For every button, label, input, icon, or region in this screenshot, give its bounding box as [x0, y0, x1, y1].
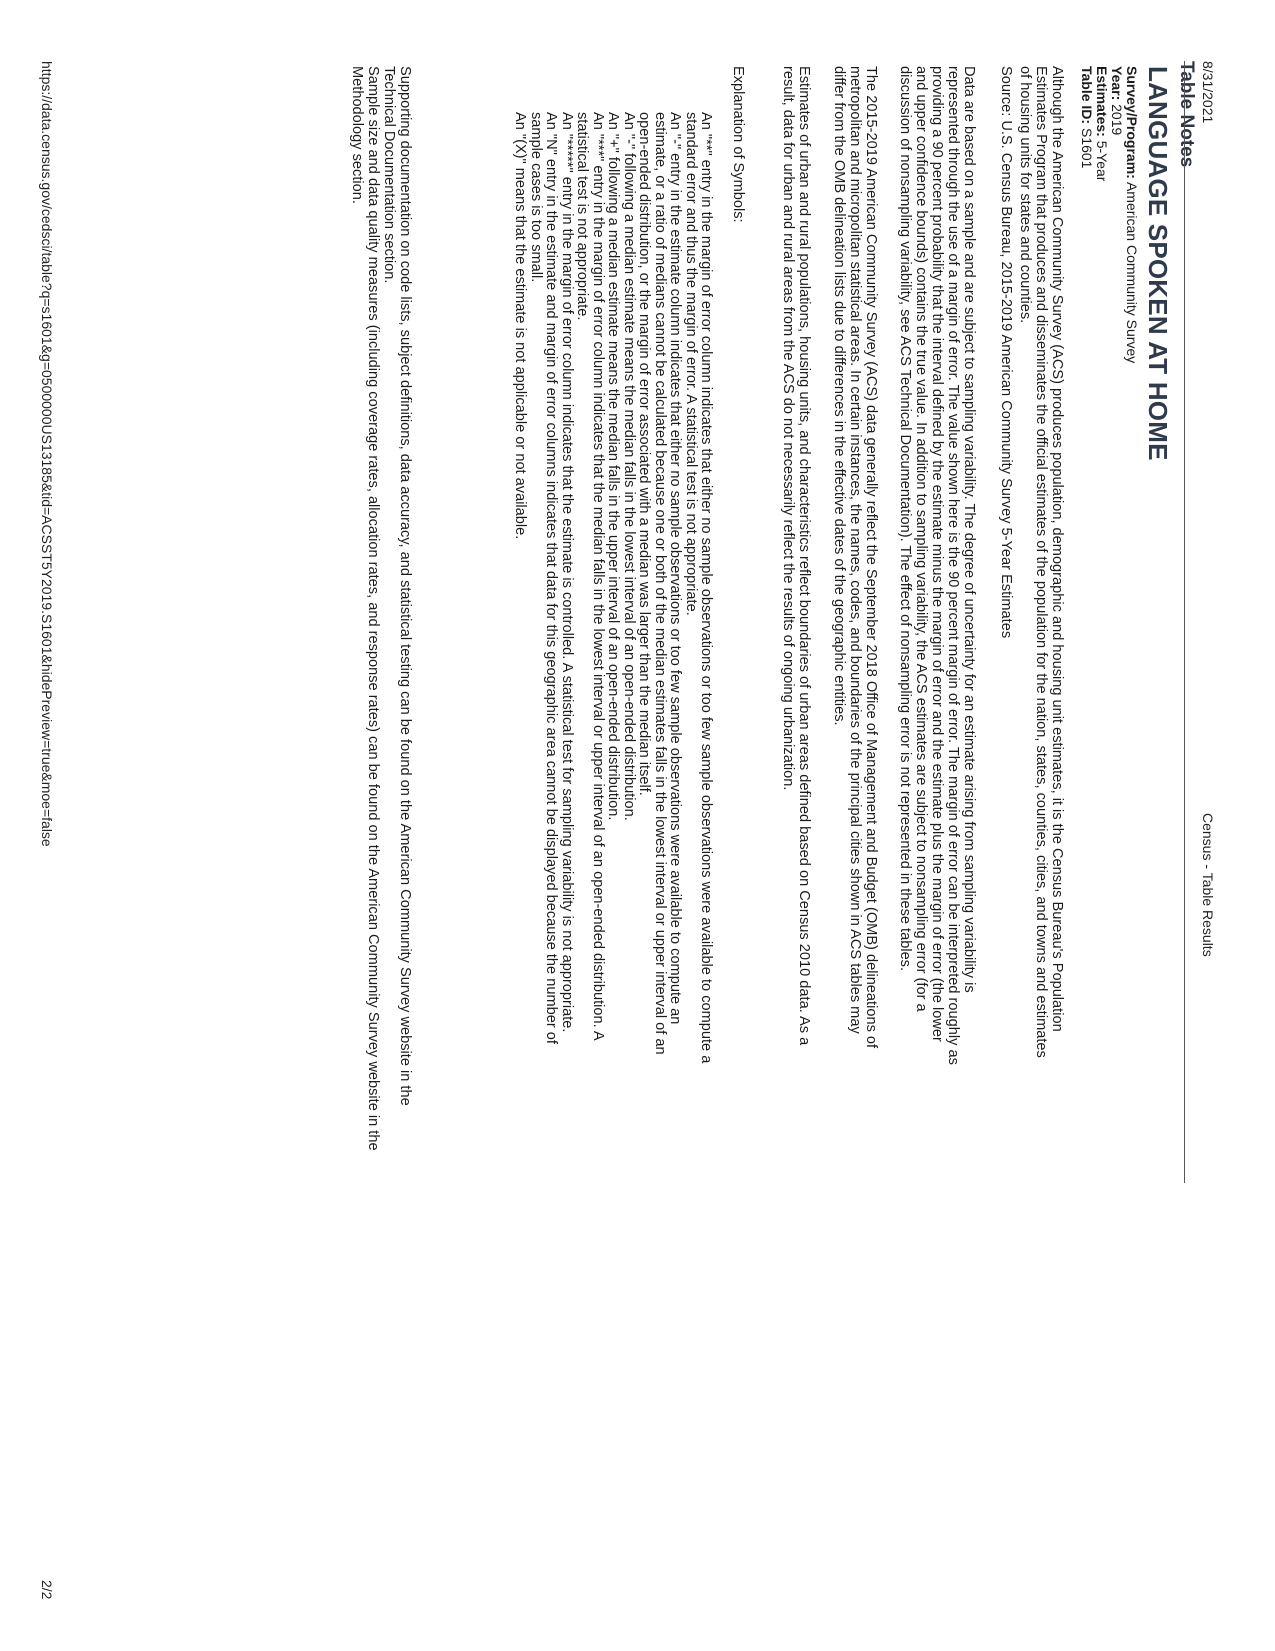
meta-year-row: [1109, 66, 1124, 363]
meta-survey-row: [1124, 66, 1139, 363]
meta-table-id-label: Table ID:: [1079, 66, 1095, 125]
meta-survey-label: Survey/Program:: [1124, 66, 1140, 179]
symbol-item: An "(X)" means that the estimate is not applicable or not available.: [512, 112, 529, 540]
symbol-item: An "*****" entry in the margin of error column indicates that the estimate is controlled. A statistical test for sampling variability is not appropriate.: [559, 112, 575, 1033]
meta-estimates-label: Estimates:: [1094, 66, 1110, 137]
meta-year-label: Year:: [1109, 66, 1125, 101]
symbols-list: [512, 66, 714, 1086]
symbols-title: Explanation of Symbols:: [730, 66, 746, 223]
symbol-item: An "***" entry in the margin of error column indicates that the median falls in the lowest interval or upper interval of an open-ended distribution. A statistical test is not appropriate.: [574, 112, 606, 1040]
site-title: Census - Table Results: [1200, 813, 1216, 957]
header-divider: [1184, 61, 1185, 1183]
symbol-item: An "**" entry in the margin of error column indicates that either no sample observations or too few sample observations were available to compute a standard error and thus the margin of error. A statistical test is not appropriate.: [683, 112, 715, 1064]
meta-estimates-value: 5-Year: [1094, 140, 1110, 182]
supporting-docs-paragraph: Supporting documentation on code lists, subject definitions, data accuracy, and statistical testing can be found on the American Community Survey website in the Technical Documentation section.: [381, 66, 413, 1106]
meta-table-id-row: [1079, 66, 1094, 363]
footer-page-number: 2/2: [39, 1580, 55, 1600]
source-paragraph: Source: U.S. Census Bureau, 2015-2019 American Community Survey 5-Year Estimates: [998, 66, 1014, 639]
footer-url: https://data.census.gov/cedsci/table?q=s1601&g=0500000US13185&tid=ACSST5Y2019.S1601&hidePreview=true&moe=false: [39, 61, 55, 847]
meta-estimates-row: [1094, 66, 1109, 363]
omb-paragraph: The 2015-2019 American Community Survey (ACS) data generally reflect the September 2018 Office of Management and Budget (OMB) delineations of metropolitan and micropolitan statistical areas. In certain instances, the names, codes, and boundaries of the principal cities shown in ACS tables may differ from the OMB delineation lists due to differences in the effective dates of the geographic entities.: [831, 66, 879, 1049]
symbol-item: An "+" following a median estimate means the median falls in the upper interval of an open-ended distribution.: [605, 112, 622, 821]
page-title: LANGUAGE SPOKEN AT HOME: [1143, 66, 1173, 461]
meta-year-value: 2019: [1109, 104, 1125, 136]
intro-paragraph: Although the American Community Survey (ACS) produces population, demographic and housing unit estimates, it is the Census Bureau's Population Estimates Program that produces and disseminates the official estimates of the population for the nation, states, counties, cities, and towns and estimates of housing units for states and counties.: [1017, 66, 1065, 1058]
sample-size-paragraph: Sample size and data quality measures (including coverage rates, allocation rates, and response rates) can be found on the American Community Survey website in the Methodology section.: [349, 66, 381, 1151]
meta-table-id-value: S1601: [1079, 127, 1095, 169]
sampling-paragraph: Data are based on a sample and are subject to sampling variability. The degree of uncertainty for an estimate arising from sampling variability is represented through the use of a margin of error. The value shown here is the 90 percent margin of error. The margin of error can be interpreted roughly as providing a 90 percent probability that the interval defined by the estimate minus the margin of error and the estimate plus the margin of error (the lower and upper confidence bounds) contains the true value. In addition to sampling variability, the ACS estimates are subject to nonsampling error (for a discussion of nonsampling variability, see ACS Technical Documentation). The effect of nonsampling error is not represented in these tables.: [897, 66, 977, 1065]
symbol-item: An "N" entry in the estimate and margin of error columns indicates that data for this geographic area cannot be displayed because the number of sample cases is too small.: [528, 112, 560, 1044]
symbol-item: An "-" entry in the estimate column indicates that either no sample observations or too few sample observations were available to compute an estimate, or a ratio of medians cannot be calculated because one or both of the median estimates falls in the lowest interval or upper interval of an open-ended distribution, or the margin of error associated with a median was larger than the median itself.: [636, 112, 684, 1055]
section-heading-table-notes: Table Notes: [1176, 61, 1197, 168]
print-date: 8/31/2021: [1200, 61, 1216, 124]
table-metadata: [1079, 66, 1139, 363]
urban-rural-paragraph: Estimates of urban and rural populations, housing units, and characteristics reflect boundaries of urban areas defined based on Census 2010 data. As a result, data for urban and rural areas from the ACS do not necessarily reflect the results of ongoing urbanization.: [780, 66, 812, 1046]
meta-survey-value: American Community Survey: [1124, 181, 1140, 364]
symbol-item: An "-" following a median estimate means the median falls in the lowest interval of an open-ended distribution.: [621, 112, 637, 821]
symbols-explanation: [512, 66, 745, 1086]
